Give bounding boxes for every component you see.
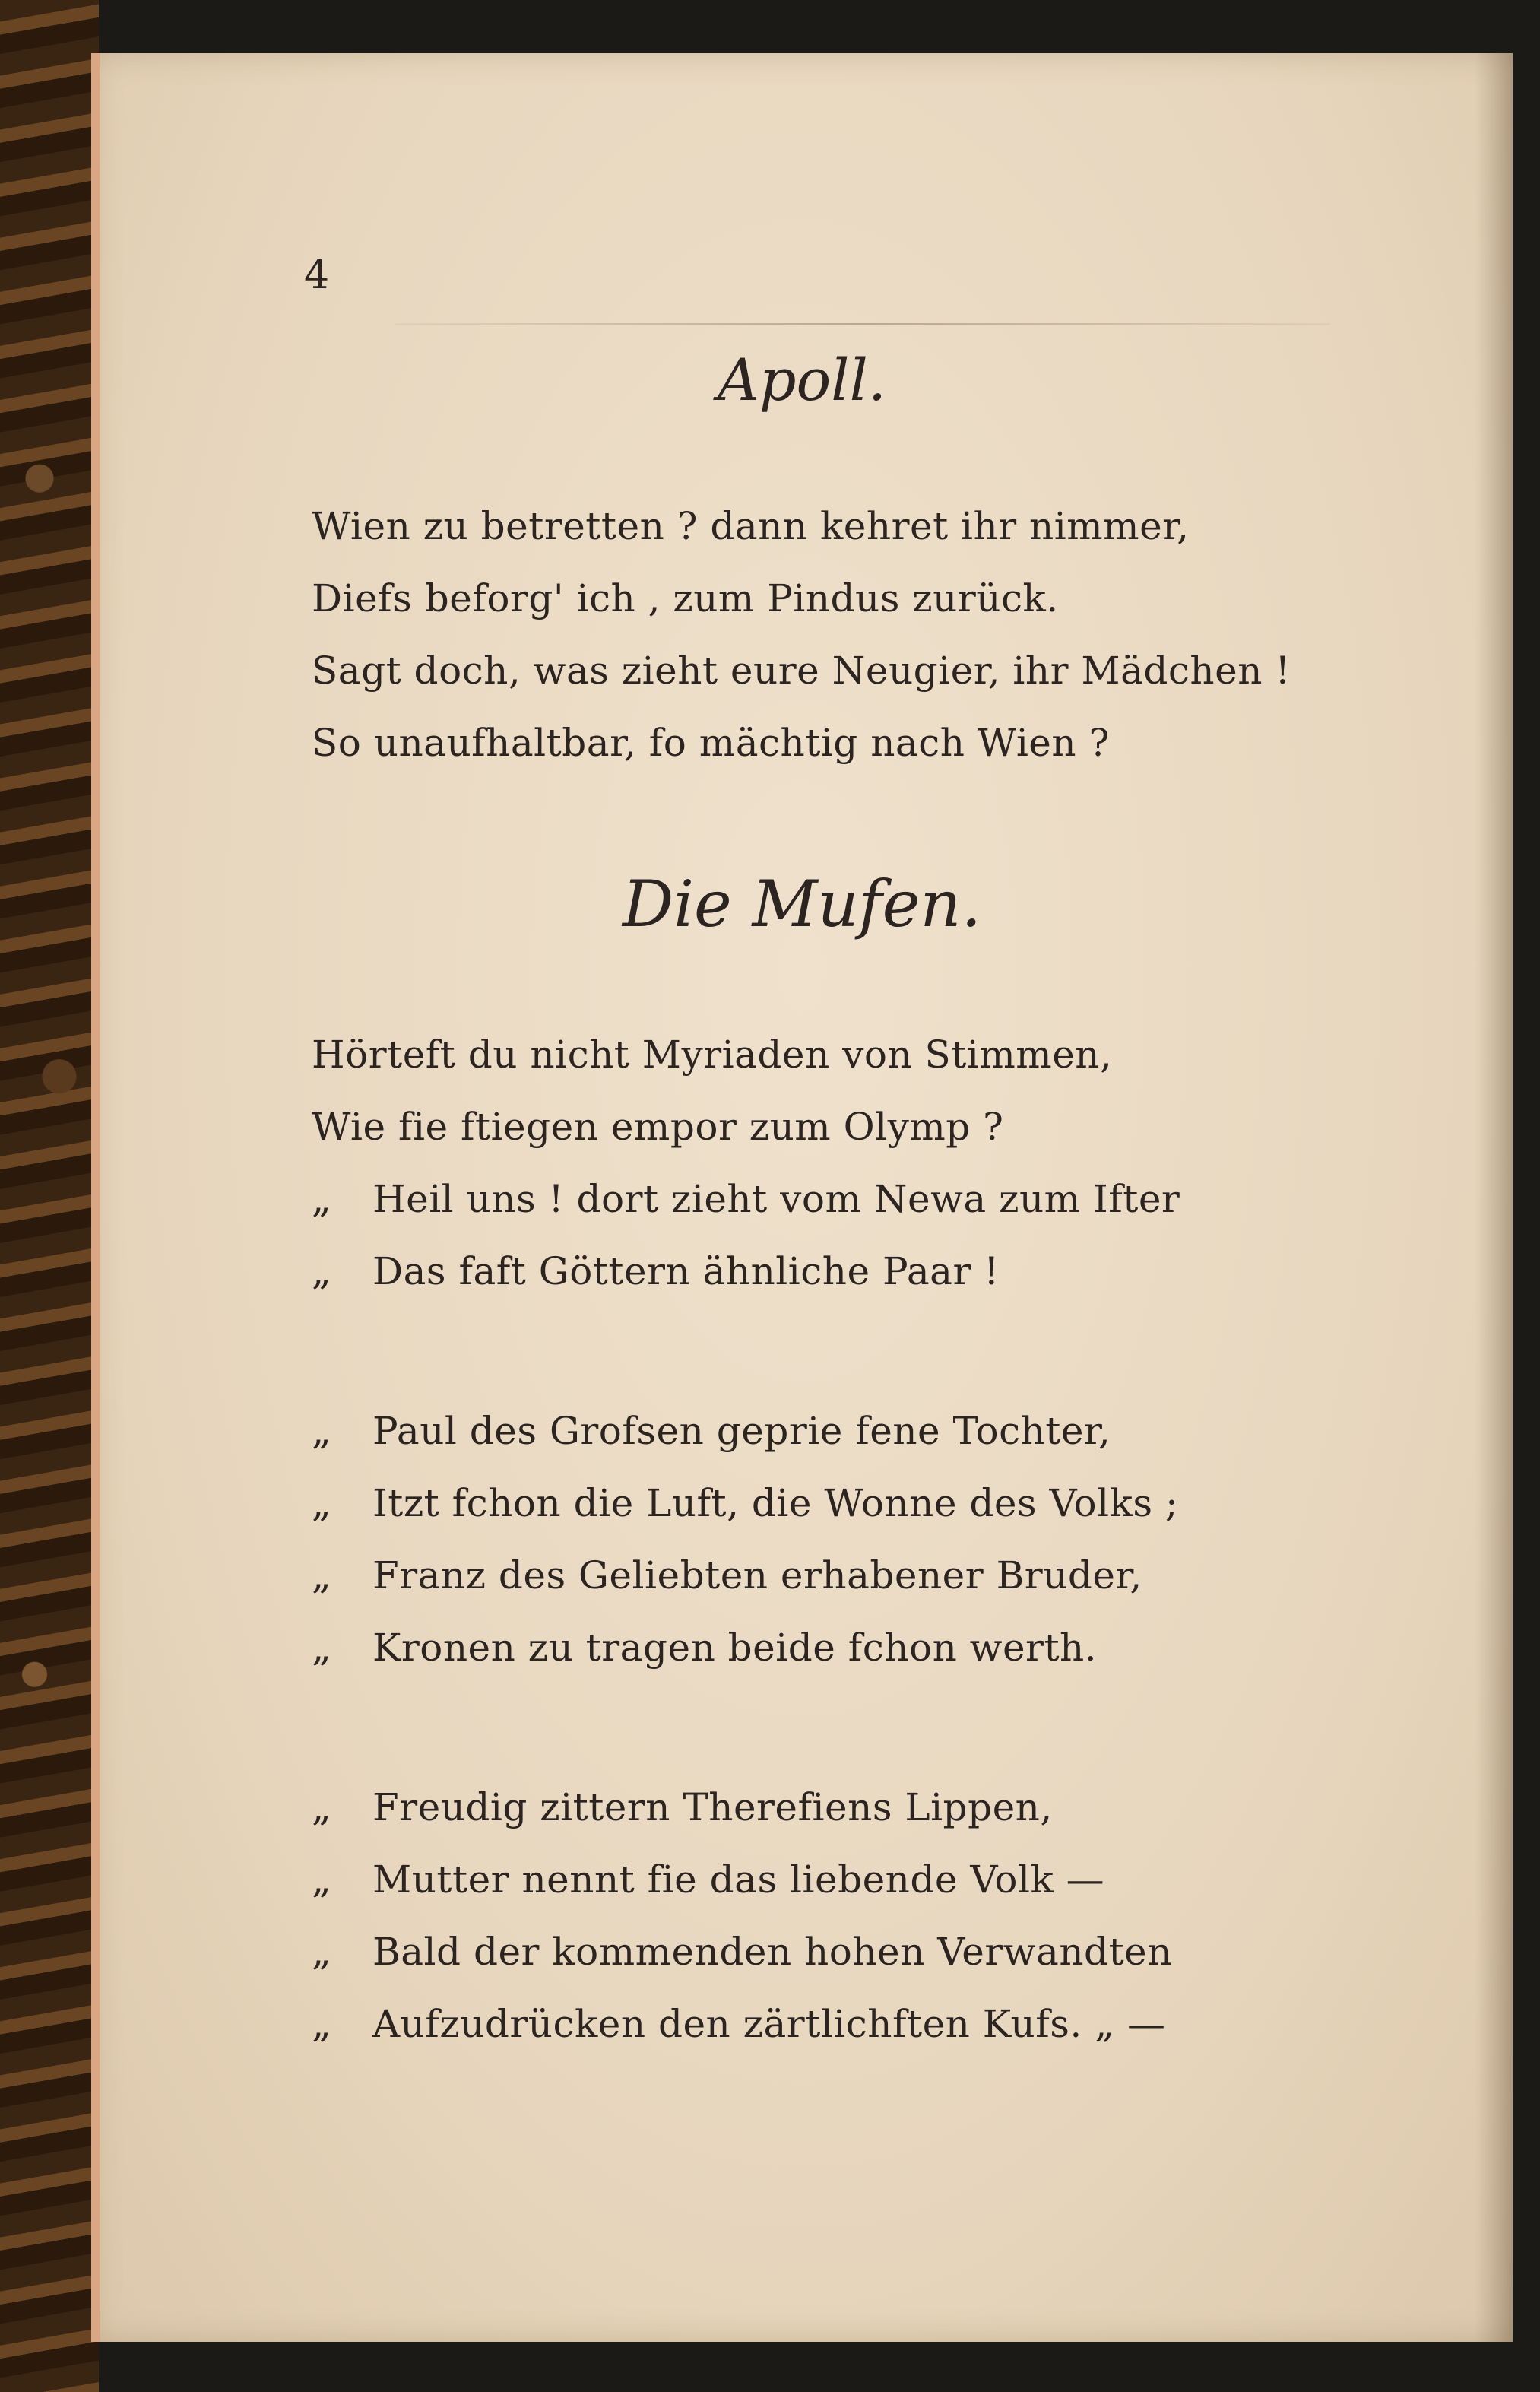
verse-line: „ Franz des Geliebten erhabener Bruder, (312, 1540, 1452, 1612)
verse-line: „ Bald der kommenden hohen Verwandten (312, 1916, 1452, 1988)
verse-line: Sagt doch, was zieht eure Neugier, ihr Mädchen ! (312, 649, 1291, 693)
stanza-2 (312, 1019, 1452, 1308)
verse-line: Diefs beforg' ich , zum Pindus zurück. (312, 576, 1059, 620)
verse-line: „ Itzt fchon die Luft, die Wonne des Volks ; (312, 1467, 1452, 1540)
verse-line: Wien zu betretten ? dann kehret ihr nimmer, (312, 504, 1190, 548)
heading-musen: Die Mufen. (622, 867, 982, 941)
page-number: 4 (304, 252, 330, 298)
quote-mark: „ (312, 1930, 332, 1974)
verse-line: Wie fie ftiegen empor zum Olymp ? (312, 1105, 1004, 1149)
quote-mark: „ (312, 1249, 332, 1293)
book-page (91, 53, 1513, 2342)
verse-line: Hörteft du nicht Myriaden von Stimmen, (312, 1033, 1113, 1077)
verse-line: So unaufhaltbar, fo mächtig nach Wien ? (312, 721, 1110, 765)
book-binding (0, 0, 99, 2392)
quote-mark: „ (312, 1785, 332, 1829)
stanza-1 (312, 490, 1452, 779)
quote-mark: „ (312, 1857, 332, 1902)
stanza-3 (312, 1395, 1452, 1684)
verse-line: „ Freudig zittern Therefiens Lippen, (312, 1772, 1452, 1844)
verse-line: „ Mutter nennt fie das liebende Volk — (312, 1844, 1452, 1916)
verse-line: „ Das faft Göttern ähnliche Paar ! (312, 1236, 1452, 1308)
quote-mark: „ (312, 1177, 332, 1221)
quote-mark: „ (312, 1409, 332, 1453)
verse-line: „ Aufzudrücken den zärtlichften Kufs. „ — (312, 1988, 1452, 2060)
quote-mark: „ (312, 1553, 332, 1597)
heading-apoll: Apoll. (717, 346, 887, 414)
verse-line: „ Kronen zu tragen beide fchon werth. (312, 1612, 1452, 1684)
verse-line: „ Heil uns ! dort zieht vom Newa zum Ifter (312, 1163, 1452, 1236)
verse-line: „ Paul des Grofsen geprie fene Tochter, (312, 1395, 1452, 1467)
stanza-4 (312, 1772, 1452, 2060)
quote-mark: „ (312, 1626, 332, 1670)
header-rule (395, 323, 1330, 325)
quote-mark: „ (312, 2002, 332, 2046)
quote-mark: „ (312, 1481, 332, 1525)
